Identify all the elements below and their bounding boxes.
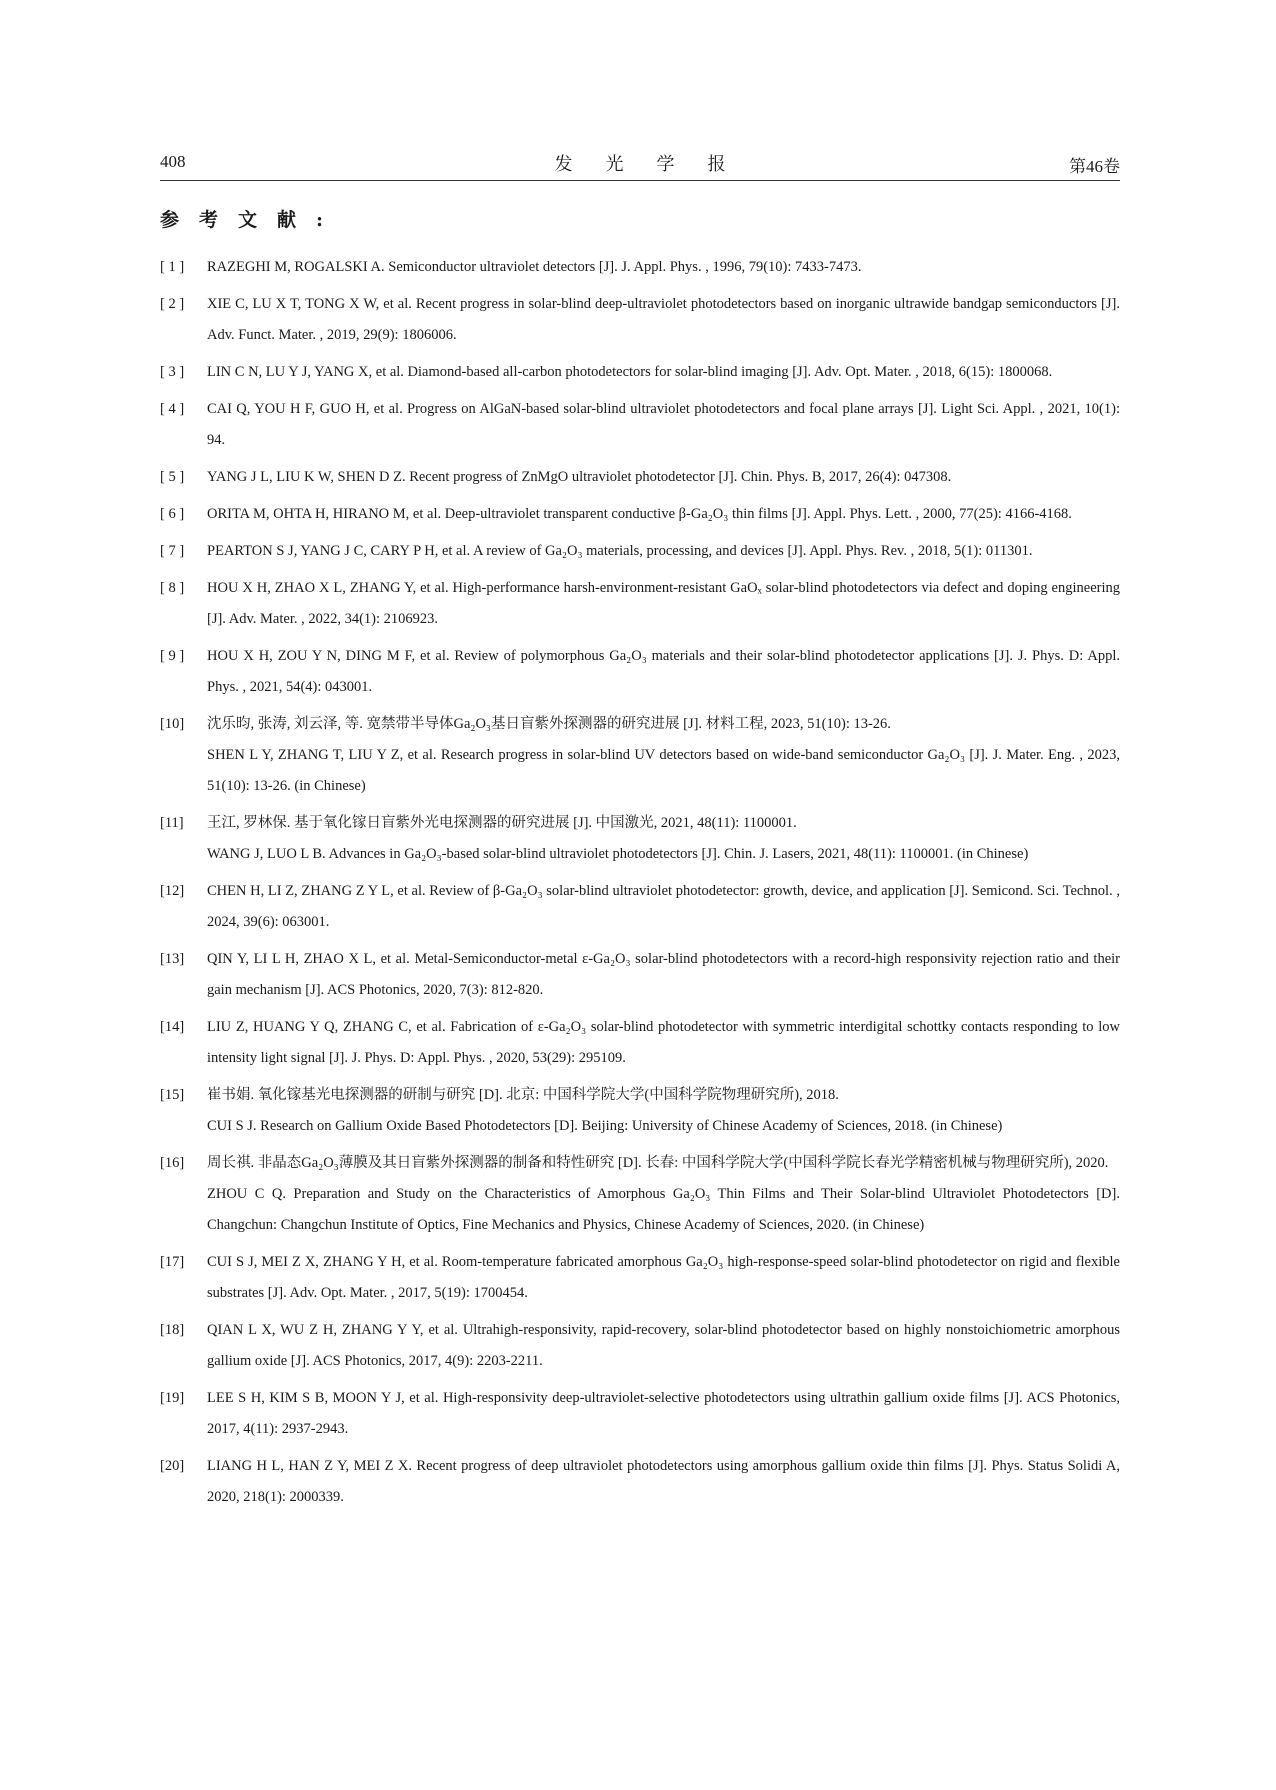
reference-text: LIU Z, HUANG Y Q, ZHANG C, et al. Fabrication of ε-Ga₂O₃ solar-blind photodetector with symmetric interdigital schottky contacts responding to low intensity light signal [J]. J. Phys. D: Appl. Phys. , 2020, 53(29): 295109. — [207, 1019, 1120, 1066]
reference-item — [160, 1383, 1120, 1445]
reference-text: XIE C, LU X T, TONG X W, et al. Recent progress in solar-blind deep-ultraviolet photodetectors based on inorganic ultrawide bandgap semiconductors [J]. Adv. Funct. Mater. , 2019, 29(9): 1806006. — [207, 296, 1120, 343]
reference-number: [14] — [160, 1019, 185, 1035]
reference-number: [ 3 ] — [160, 364, 185, 380]
reference-number: [ 5 ] — [160, 469, 185, 485]
reference-text: 王江, 罗林保. 基于氧化镓日盲紫外光电探测器的研究进展 [J]. 中国激光, 2021, 48(11): 1100001. — [207, 815, 797, 831]
reference-number: [12] — [160, 883, 185, 899]
reference-item — [160, 944, 1120, 1006]
running-head — [160, 148, 1120, 182]
reference-item — [160, 1451, 1120, 1513]
reference-item — [160, 709, 1120, 802]
header-rule — [160, 180, 1120, 181]
reference-text: 沈乐昀, 张涛, 刘云泽, 等. 宽禁带半导体Ga₂O₃基日盲紫外探测器的研究进展 [J]. 材料工程, 2023, 51(10): 13-26. — [207, 716, 891, 732]
reference-text: QIAN L X, WU Z H, ZHANG Y Y, et al. Ultrahigh-responsivity, rapid-recovery, solar-blind photodetector based on highly nonstoichiometric amorphous gallium oxide [J]. ACS Photonics, 2017, 4(9): 2203-2211. — [207, 1322, 1120, 1369]
reference-item — [160, 357, 1120, 388]
reference-text: RAZEGHI M, ROGALSKI A. Semiconductor ultraviolet detectors [J]. J. Appl. Phys. , 1996, 79(10): 7433-7473. — [207, 259, 862, 275]
reference-list — [160, 252, 1120, 1519]
reference-item — [160, 876, 1120, 938]
page-number: 408 — [160, 152, 186, 171]
volume-label: 第46卷 — [1069, 157, 1120, 176]
reference-text: YANG J L, LIU K W, SHEN D Z. Recent progress of ZnMgO ultraviolet photodetector [J]. Chin. Phys. B, 2017, 26(4): 047308. — [207, 469, 952, 485]
reference-text: 周长祺. 非晶态Ga₂O₃薄膜及其日盲紫外探测器的制备和特性研究 [D]. 长春: 中国科学院大学(中国科学院长春光学精密机械与物理研究所), 2020. — [207, 1155, 1109, 1171]
reference-text: LIANG H L, HAN Z Y, MEI Z X. Recent progress of deep ultraviolet photodetectors using amorphous gallium oxide thin films [J]. Phys. Status Solidi A, 2020, 218(1): 2000339. — [207, 1458, 1120, 1505]
reference-number: [16] — [160, 1155, 185, 1171]
reference-item — [160, 1012, 1120, 1074]
reference-text: CHEN H, LI Z, ZHANG Z Y L, et al. Review of β-Ga₂O₃ solar-blind ultraviolet photodetector: growth, device, and application [J]. Semicond. Sci. Technol. , 2024, 39(6): 063001. — [207, 883, 1120, 930]
reference-text: 崔书娟. 氧化镓基光电探测器的研制与研究 [D]. 北京: 中国科学院大学(中国科学院物理研究所), 2018. — [207, 1087, 839, 1103]
reference-text: LEE S H, KIM S B, MOON Y J, et al. High-responsivity deep-ultraviolet-selective photodetectors using ultrathin gallium oxide films [J]. ACS Photonics, 2017, 4(11): 2937-2943. — [207, 1390, 1120, 1437]
reference-number: [ 9 ] — [160, 648, 185, 664]
reference-item — [160, 536, 1120, 567]
reference-text: PEARTON S J, YANG J C, CARY P H, et al. A review of Ga₂O₃ materials, processing, and devices [J]. Appl. Phys. Rev. , 2018, 5(1): 011301. — [207, 543, 1033, 559]
reference-item — [160, 499, 1120, 530]
reference-number: [ 7 ] — [160, 543, 185, 559]
reference-number: [17] — [160, 1254, 185, 1270]
reference-item — [160, 1315, 1120, 1377]
reference-item — [160, 1080, 1120, 1142]
reference-translation: WANG J, LUO L B. Advances in Ga₂O₃-based solar-blind ultraviolet photodetectors [J]. Chin. J. Lasers, 2021, 48(11): 1100001. (in Chinese) — [207, 846, 1029, 862]
reference-number: [13] — [160, 951, 185, 967]
reference-item — [160, 1247, 1120, 1309]
reference-number: [ 1 ] — [160, 259, 185, 275]
reference-number: [ 8 ] — [160, 580, 185, 596]
reference-item — [160, 1148, 1120, 1241]
reference-text: QIN Y, LI L H, ZHAO X L, et al. Metal-Semiconductor-metal ε-Ga₂O₃ solar-blind photodetectors with a record-high responsivity rejection ratio and their gain mechanism [J]. ACS Photonics, 2020, 7(3): 812-820. — [207, 951, 1120, 998]
reference-number: [11] — [160, 815, 184, 831]
reference-item — [160, 252, 1120, 283]
reference-item — [160, 808, 1120, 870]
reference-number: [18] — [160, 1322, 185, 1338]
reference-text: CAI Q, YOU H F, GUO H, et al. Progress on AlGaN-based solar-blind ultraviolet photodetectors and focal plane arrays [J]. Light Sci. Appl. , 2021, 10(1): 94. — [207, 401, 1120, 448]
reference-number: [20] — [160, 1458, 185, 1474]
reference-text: CUI S J, MEI Z X, ZHANG Y H, et al. Room-temperature fabricated amorphous Ga₂O₃ high-response-speed solar-blind photodetector on rigid and flexible substrates [J]. Adv. Opt. Mater. , 2017, 5(19): 1700454. — [207, 1254, 1120, 1301]
reference-number: [ 6 ] — [160, 506, 185, 522]
reference-item — [160, 641, 1120, 703]
reference-text: HOU X H, ZOU Y N, DING M F, et al. Review of polymorphous Ga₂O₃ materials and their solar-blind photodetector applications [J]. J. Phys. D: Appl. Phys. , 2021, 54(4): 043001. — [207, 648, 1120, 695]
reference-translation: SHEN L Y, ZHANG T, LIU Y Z, et al. Research progress in solar-blind UV detectors based on wide-band semiconductor Ga₂O₃ [J]. J. Mater. Eng. , 2023, 51(10): 13-26. (in Chinese) — [207, 747, 1120, 794]
reference-number: [ 4 ] — [160, 401, 185, 417]
reference-text: LIN C N, LU Y J, YANG X, et al. Diamond-based all-carbon photodetectors for solar-blind imaging [J]. Adv. Opt. Mater. , 2018, 6(15): 1800068. — [207, 364, 1053, 380]
reference-number: [10] — [160, 716, 185, 732]
reference-item — [160, 462, 1120, 493]
reference-text: HOU X H, ZHAO X L, ZHANG Y, et al. High-performance harsh-environment-resistant GaOₓ solar-blind photodetectors via defect and doping engineering [J]. Adv. Mater. , 2022, 34(1): 2106923. — [207, 580, 1120, 627]
journal-title: 发光学报 — [554, 154, 759, 174]
reference-number: [ 2 ] — [160, 296, 185, 312]
reference-item — [160, 394, 1120, 456]
reference-item — [160, 289, 1120, 351]
reference-item — [160, 573, 1120, 635]
reference-number: [15] — [160, 1087, 185, 1103]
reference-translation: ZHOU C Q. Preparation and Study on the Characteristics of Amorphous Ga₂O₃ Thin Films and Their Solar-blind Ultraviolet Photodetectors [D]. Changchun: Changchun Institute of Optics, Fine Mechanics and Physics, Chinese Academy of Sciences, 2020. (in Chinese) — [207, 1186, 1120, 1233]
references-heading: 参考文献: — [160, 209, 344, 231]
reference-number: [19] — [160, 1390, 185, 1406]
reference-translation: CUI S J. Research on Gallium Oxide Based Photodetectors [D]. Beijing: University of Chinese Academy of Sciences, 2018. (in Chinese) — [207, 1118, 1003, 1134]
reference-text: ORITA M, OHTA H, HIRANO M, et al. Deep-ultraviolet transparent conductive β-Ga₂O₃ thin films [J]. Appl. Phys. Lett. , 2000, 77(25): 4166-4168. — [207, 506, 1072, 522]
